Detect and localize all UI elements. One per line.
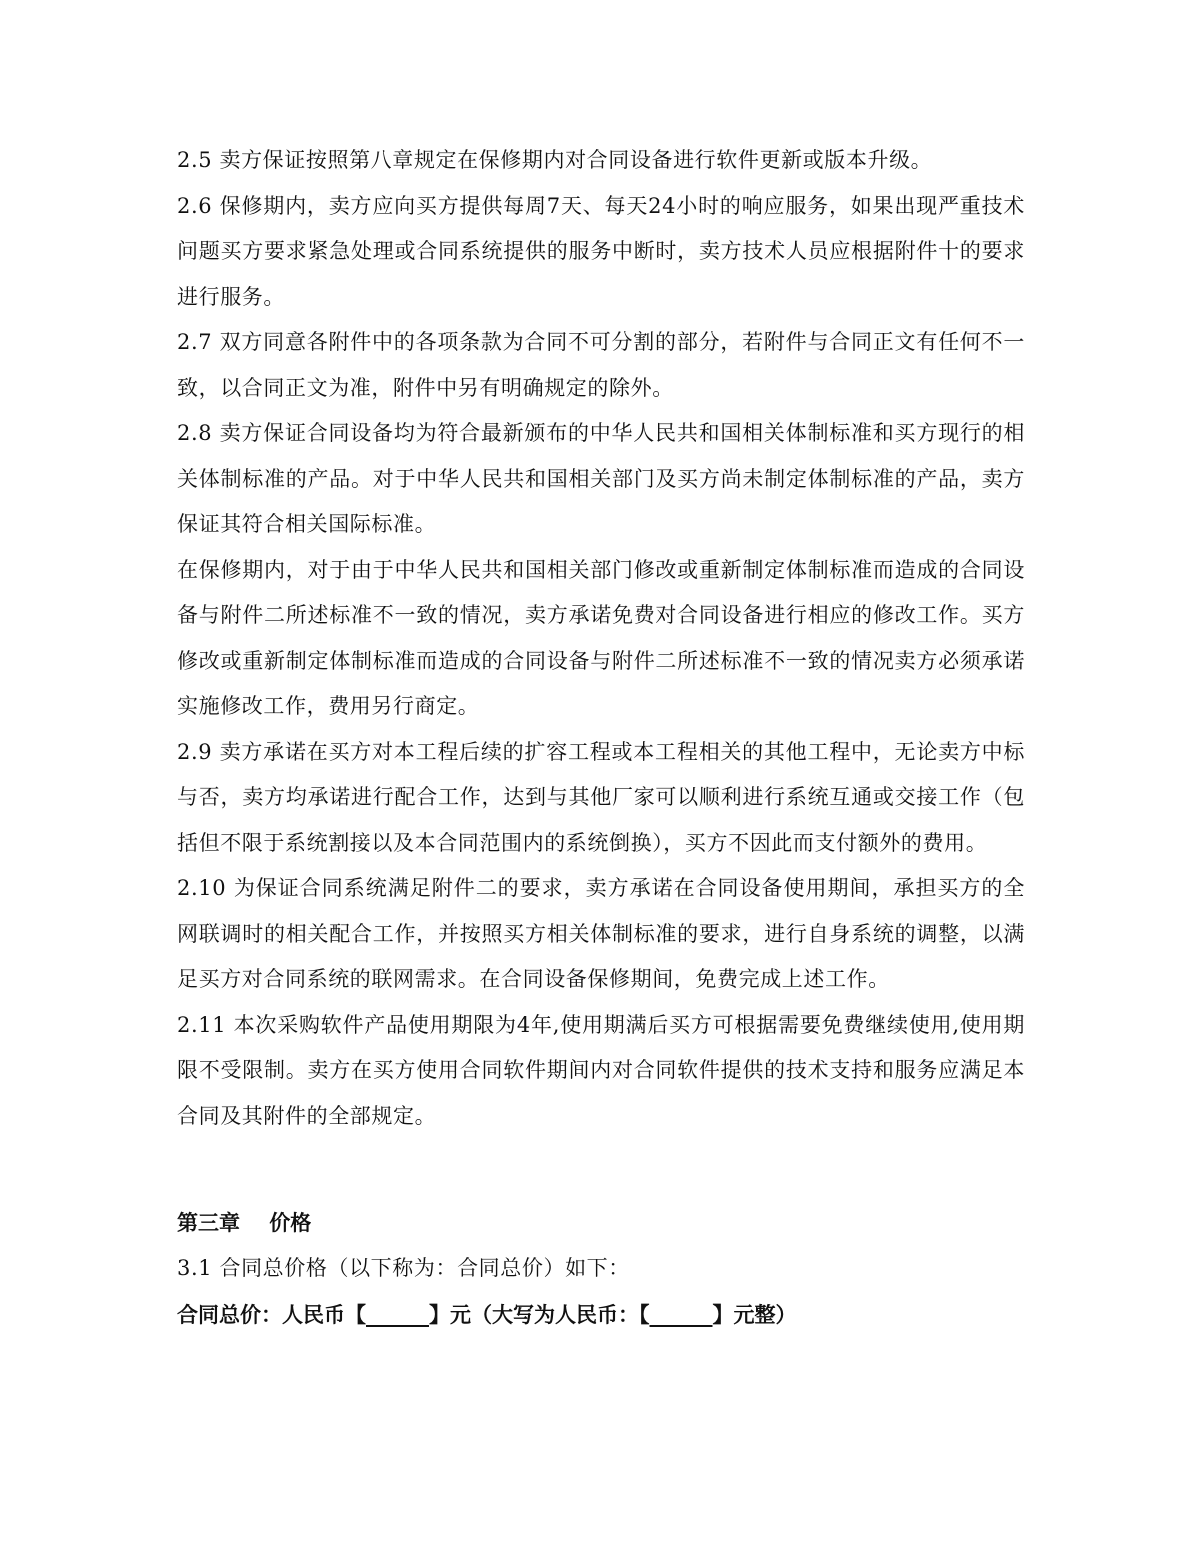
clause-2-6: 2.6 保修期内，卖方应向买方提供每周7天、每天24小时的响应服务，如果出现严重技术问题买方要求紧急处理或合同系统提供的服务中断时，卖方技术人员应根据附件十的要求进行服务。 <box>177 193 1025 309</box>
document-body <box>177 138 1025 1338</box>
clause-2-8-continuation: 在保修期内，对于由于中华人民共和国相关部门修改或重新制定体制标准而造成的合同设备与附件二所述标准不一致的情况，卖方承诺免费对合同设备进行相应的修改工作。买方修改或重新制定体制标准而造成的合同设备与附件二所述标准不一致的情况卖方必须承诺实施修改工作，费用另行商定。 <box>177 557 1025 718</box>
clause-2-7: 2.7 双方同意各附件中的各项条款为合同不可分割的部分，若附件与合同正文有任何不一致，以合同正文为准，附件中另有明确规定的除外。 <box>177 330 1025 400</box>
clause-2-8: 2.8 卖方保证合同设备均为符合最新颁布的中华人民共和国相关体制标准和买方现行的相关体制标准的产品。对于中华人民共和国相关部门及买方尚未制定体制标准的产品，卖方保证其符合相关国际标准。 <box>177 421 1025 536</box>
clause-2-10: 2.10 为保证合同系统满足附件二的要求，卖方承诺在合同设备使用期间，承担买方的全网联调时的相关配合工作，并按照买方相关体制标准的要求，进行自身系统的调整，以满足买方对合同系统的联网需求。在合同设备保修期间，免费完成上述工作。 <box>177 876 1025 991</box>
chapter-3-title: 第三章 价格 <box>177 1211 312 1235</box>
clause-3-1: 3.1 合同总价格（以下称为：合同总价）如下： <box>177 1256 630 1280</box>
clause-2-11: 2.11 本次采购软件产品使用期限为4年,使用期满后买方可根据需要免费继续使用,使用期限不受限制。卖方在买方使用合同软件期间内对合同软件提供的技术支持和服务应满足本合同及其附件的全部规定。 <box>177 1012 1025 1128</box>
clause-2-5: 2.5 卖方保证按照第八章规定在保修期内对合同设备进行软件更新或版本升级。 <box>177 148 933 172</box>
section-spacer <box>177 1139 1025 1200</box>
clause-2-9: 2.9 卖方承诺在买方对本工程后续的扩容工程或本工程相关的其他工程中，无论卖方中标与否，卖方均承诺进行配合工作，达到与其他厂家可以顺利进行系统互通或交接工作（包括但不限于系统割接以及本合同范围内的系统倒换），买方不因此而支付额外的费用。 <box>177 739 1025 855</box>
total-price-line: 合同总价：人民币【______】元（大写为人民币：【______】元整） <box>177 1302 797 1327</box>
